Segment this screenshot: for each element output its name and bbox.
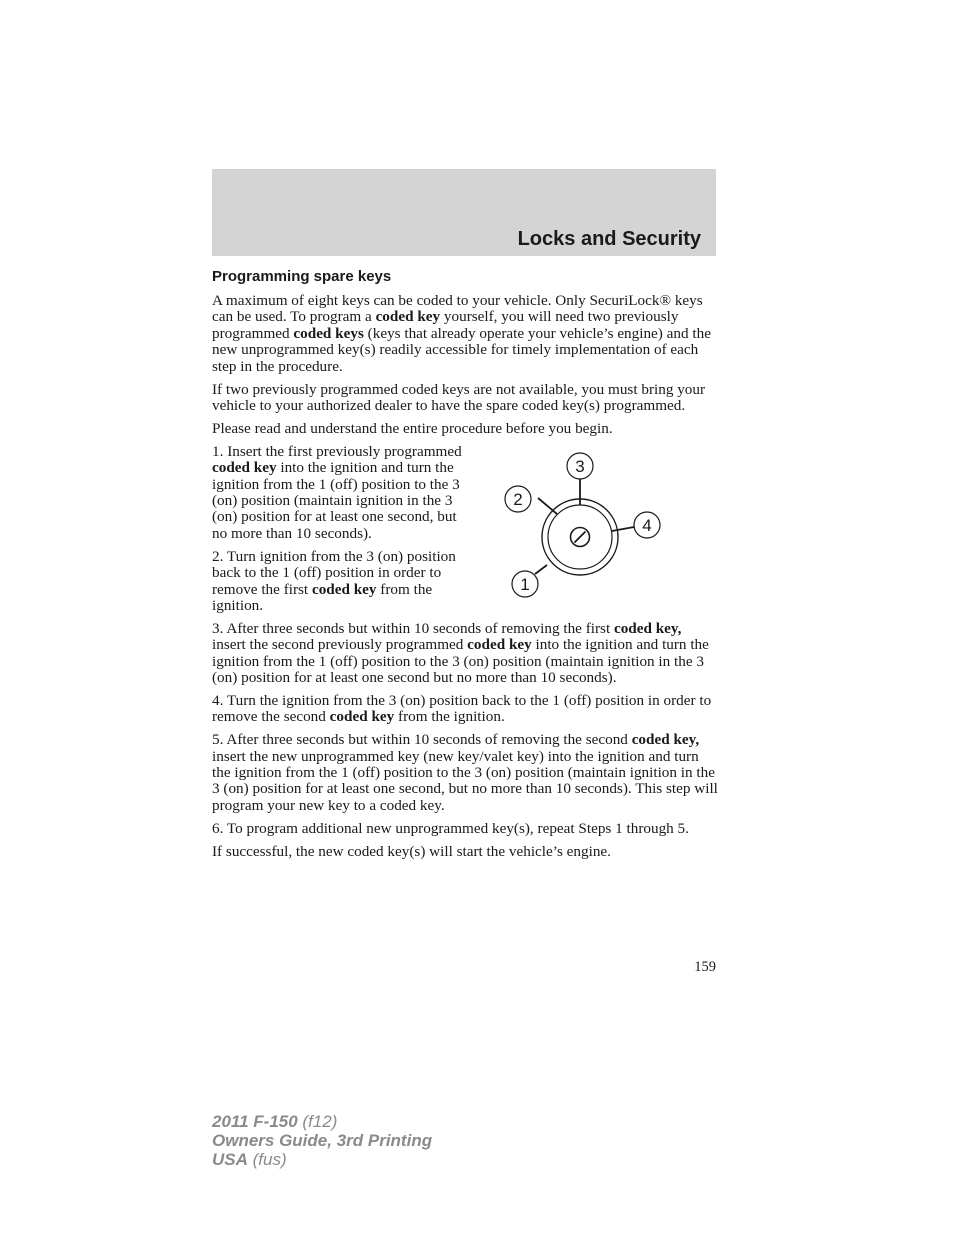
step-1: 1. Insert the first previously programmed coded key into the ignition and turn the ignition from the 1 (off) position to the 3 (on) position (maintain ignition in the 3 (on) position for at least one second, but no more than 10 seconds).: [212, 442, 462, 542]
page-number: 159: [694, 959, 716, 975]
position-label-3: [567, 453, 593, 479]
position-label-1: [512, 571, 538, 597]
position-label-2: [505, 486, 531, 512]
steps-with-diagram: [212, 444, 718, 621]
footer-model-line: 2011 F-150 (f12): [212, 1112, 338, 1131]
svg-text:1: 1: [520, 574, 530, 594]
svg-text:4: 4: [642, 515, 652, 535]
svg-text:2: 2: [513, 489, 523, 509]
step-5: 5. After three seconds but within 10 seconds of removing the second coded key, insert the new unprogrammed key (new key/valet key) into the ignition and turn the ignition from the 1 (off) position to the 3 (on) position (maintain ignition in the 3 (on) position for at least one second, but no more than 10 seconds). This step will program your new key to a coded key.: [212, 731, 718, 814]
closing-paragraph: If successful, the new coded key(s) will start the vehicle’s engine.: [212, 842, 611, 860]
footer-guide-line: Owners Guide, 3rd Printing: [212, 1131, 433, 1150]
step-6: 6. To program additional new unprogrammed key(s), repeat Steps 1 through 5.: [212, 819, 689, 837]
document-footer: [212, 1112, 432, 1169]
section-title: Locks and Security: [517, 228, 701, 250]
svg-text:3: 3: [575, 456, 585, 476]
read-procedure-paragraph: Please read and understand the entire procedure before you begin.: [212, 419, 613, 437]
step-3: 3. After three seconds but within 10 seconds of removing the first coded key, insert the second previously programmed coded key into the ignition and turn the ignition from the 1 (off) position to the 3 (on) position (maintain ignition in the 3 (on) position for at least one second but no more than 10 seconds).: [212, 619, 709, 687]
tick-position-1: [535, 565, 547, 574]
position-label-4: [634, 512, 660, 538]
footer-market-line: USA (fus): [212, 1150, 287, 1169]
section-header-band: [212, 169, 716, 256]
page-content: [212, 268, 718, 867]
steps-1-2: [212, 444, 462, 621]
subheading: Programming spare keys: [212, 268, 392, 285]
step-2: 2. Turn ignition from the 3 (on) position back to the 1 (off) position in order to remove the first coded key from the ignition.: [212, 547, 456, 614]
step-4: 4. Turn the ignition from the 3 (on) position back to the 1 (off) position in order to remove the second coded key from the ignition.: [212, 691, 712, 726]
tick-position-2: [538, 498, 557, 514]
intro-paragraph: A maximum of eight keys can be coded to your vehicle. Only SecuriLock® keys can be used. To program a coded key yourself, you will need two previously programmed coded keys (keys that already operate your vehicle’s engine) and the new unprogrammed key(s) readily accessible for timely implementation of each step in the procedure.: [212, 292, 711, 375]
ignition-position-diagram: [492, 447, 682, 607]
dealer-paragraph: If two previously programmed coded keys are not available, you must bring your vehicle to your authorized dealer to have the spare coded key(s) programmed.: [212, 380, 706, 414]
